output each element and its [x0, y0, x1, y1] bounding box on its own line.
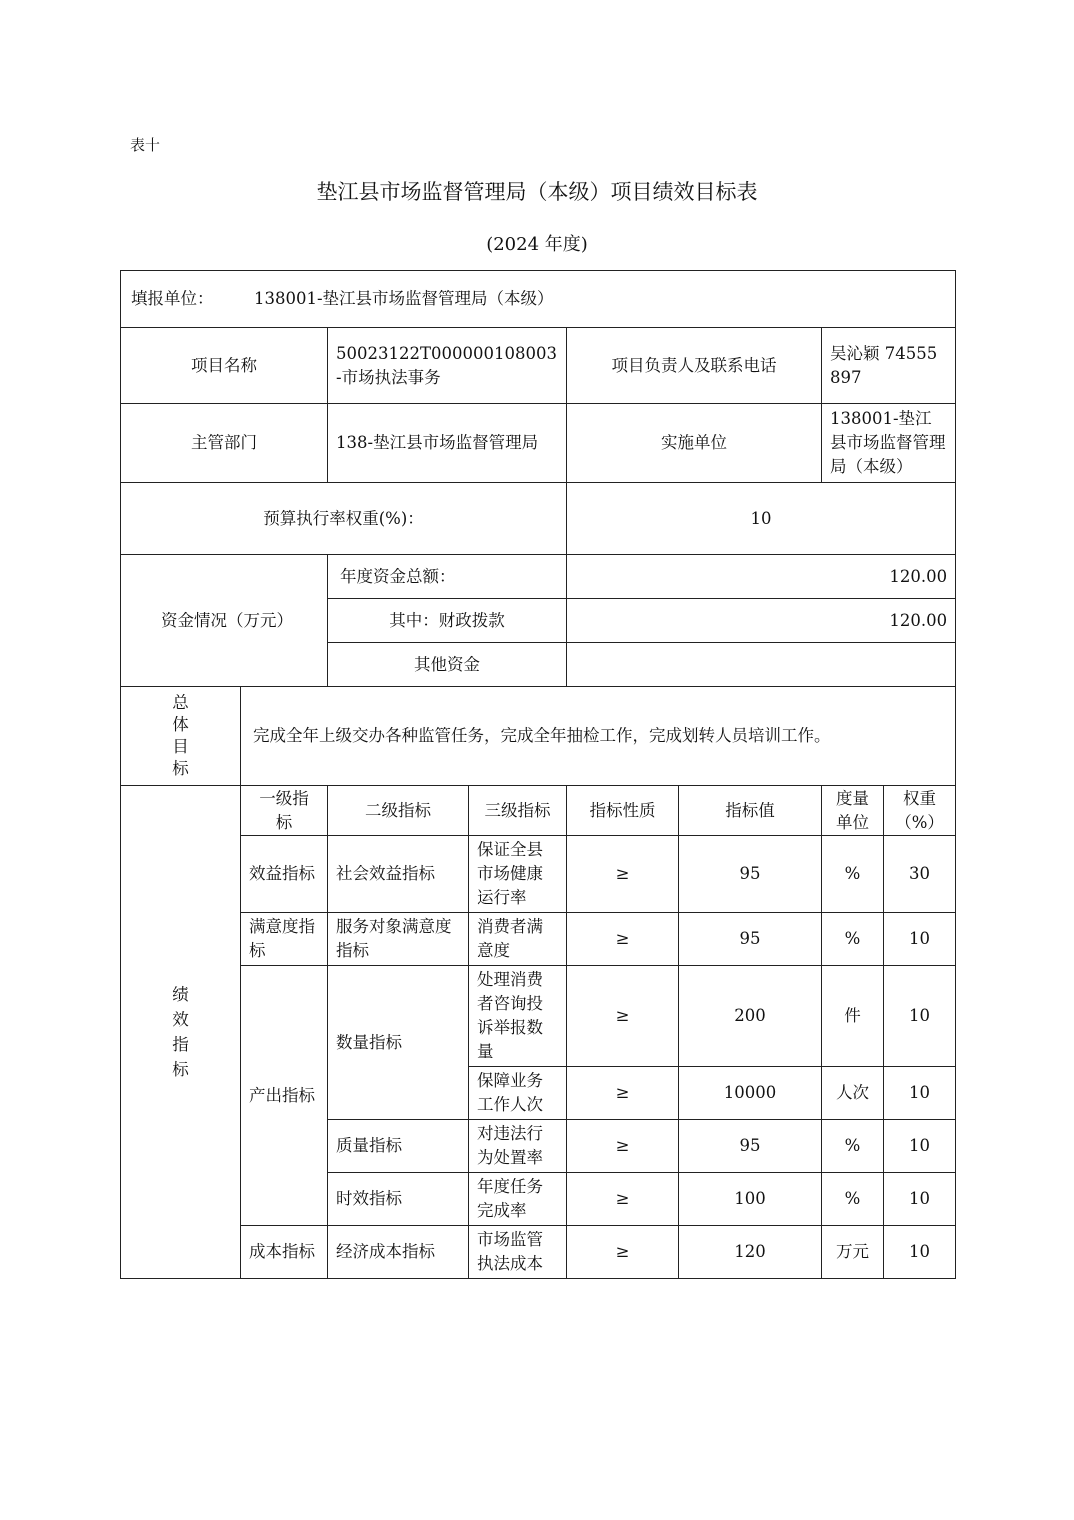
value-cell: 200 — [679, 966, 822, 1067]
overall-goal-label — [121, 687, 241, 786]
level3-cell: 对违法行为处置率 — [469, 1120, 567, 1173]
funds-label: 资金情况（万元） — [121, 555, 328, 687]
unit-cell: 万元 — [822, 1226, 884, 1279]
value-cell: 95 — [679, 913, 822, 966]
overall-goal-char: 标 — [172, 759, 189, 778]
other-funds-label: 其他资金 — [328, 643, 567, 687]
value-cell: 10000 — [679, 1067, 822, 1120]
weight-cell: 10 — [884, 1120, 956, 1173]
level3-cell: 处理消费者咨询投诉举报数量 — [469, 966, 567, 1067]
header-level1: 一级指标 — [241, 786, 328, 836]
supervising-dept-label: 主管部门 — [121, 404, 328, 483]
weight-cell: 10 — [884, 1226, 956, 1279]
unit-cell: 件 — [822, 966, 884, 1067]
annual-total-label: 年度资金总额： — [328, 555, 567, 599]
nature-cell: ≥ — [567, 913, 679, 966]
performance-indicator-label — [121, 786, 241, 1279]
indicator-label-char: 指 — [172, 1035, 189, 1054]
performance-target-table — [120, 270, 955, 1279]
fiscal-allocation-value: 120.00 — [567, 599, 956, 643]
table-row — [121, 966, 956, 1067]
value-cell: 100 — [679, 1173, 822, 1226]
level1-cost: 成本指标 — [241, 1226, 328, 1279]
level3-cell: 市场监管执法成本 — [469, 1226, 567, 1279]
implementing-unit-label: 实施单位 — [567, 404, 822, 483]
overall-goal-text: 完成全年上级交办各种监管任务，完成全年抽检工作，完成划转人员培训工作。 — [241, 687, 956, 786]
level3-cell: 保障业务工作人次 — [469, 1067, 567, 1120]
filler-unit-label: 填报单位： — [131, 289, 214, 308]
weight-cell: 10 — [884, 913, 956, 966]
unit-cell: % — [822, 913, 884, 966]
level2-cell: 社会效益指标 — [328, 836, 469, 913]
filler-unit-value: 138001-垫江县市场监督管理局（本级） — [254, 289, 554, 308]
project-name-value: 50023122T000000108003-市场执法事务 — [328, 328, 567, 404]
document-year: (2024 年度) — [486, 234, 588, 255]
weight-cell: 30 — [884, 836, 956, 913]
annual-total-value: 120.00 — [567, 555, 956, 599]
unit-cell: % — [822, 1173, 884, 1226]
unit-cell: % — [822, 1120, 884, 1173]
level2-cell: 经济成本指标 — [328, 1226, 469, 1279]
table-row — [121, 1226, 956, 1279]
project-name-label: 项目名称 — [121, 328, 328, 404]
header-level2: 二级指标 — [328, 786, 469, 836]
overall-goal-char: 目 — [172, 737, 189, 756]
project-contact-value: 吴沁颖 74555897 — [822, 328, 956, 404]
fiscal-allocation-label: 其中：财政拨款 — [328, 599, 567, 643]
level1-output: 产出指标 — [241, 966, 328, 1226]
weight-cell: 10 — [884, 1173, 956, 1226]
level2-cell: 服务对象满意度指标 — [328, 913, 469, 966]
level2-cell: 质量指标 — [328, 1120, 469, 1173]
indicator-label-char: 标 — [172, 1060, 189, 1079]
other-funds-value — [567, 643, 956, 687]
nature-cell: ≥ — [567, 966, 679, 1067]
header-nature: 指标性质 — [567, 786, 679, 836]
overall-goal-char: 总 — [172, 693, 189, 712]
budget-weight-label: 预算执行率权重(%)： — [121, 483, 567, 555]
project-contact-label: 项目负责人及联系电话 — [567, 328, 822, 404]
header-value: 指标值 — [679, 786, 822, 836]
header-weight: 权重（%） — [884, 786, 956, 836]
nature-cell: ≥ — [567, 1173, 679, 1226]
level1-satisfaction: 满意度指标 — [241, 913, 328, 966]
indicator-label-char: 效 — [172, 1010, 189, 1029]
nature-cell: ≥ — [567, 1120, 679, 1173]
header-level3: 三级指标 — [469, 786, 567, 836]
value-cell: 120 — [679, 1226, 822, 1279]
supervising-dept-value: 138-垫江县市场监督管理局 — [328, 404, 567, 483]
level1-benefit: 效益指标 — [241, 836, 328, 913]
level2-cell: 数量指标 — [328, 966, 469, 1120]
value-cell: 95 — [679, 836, 822, 913]
level2-cell: 时效指标 — [328, 1173, 469, 1226]
table-row — [121, 913, 956, 966]
level3-cell: 消费者满意度 — [469, 913, 567, 966]
level3-cell: 年度任务完成率 — [469, 1173, 567, 1226]
level3-cell: 保证全县市场健康运行率 — [469, 836, 567, 913]
overall-goal-char: 体 — [172, 715, 189, 734]
table-row — [121, 836, 956, 913]
unit-cell: 人次 — [822, 1067, 884, 1120]
nature-cell: ≥ — [567, 836, 679, 913]
implementing-unit-value: 138001-垫江县市场监督管理局（本级） — [822, 404, 956, 483]
value-cell: 95 — [679, 1120, 822, 1173]
table-number: 表十 — [130, 136, 161, 154]
indicator-label-char: 绩 — [172, 985, 189, 1004]
weight-cell: 10 — [884, 1067, 956, 1120]
document-title: 垫江县市场监督管理局（本级）项目绩效目标表 — [316, 180, 758, 204]
weight-cell: 10 — [884, 966, 956, 1067]
nature-cell: ≥ — [567, 1226, 679, 1279]
budget-weight-value: 10 — [567, 483, 956, 555]
unit-cell: % — [822, 836, 884, 913]
header-unit: 度量单位 — [822, 786, 884, 836]
nature-cell: ≥ — [567, 1067, 679, 1120]
filler-unit-row — [121, 271, 956, 328]
